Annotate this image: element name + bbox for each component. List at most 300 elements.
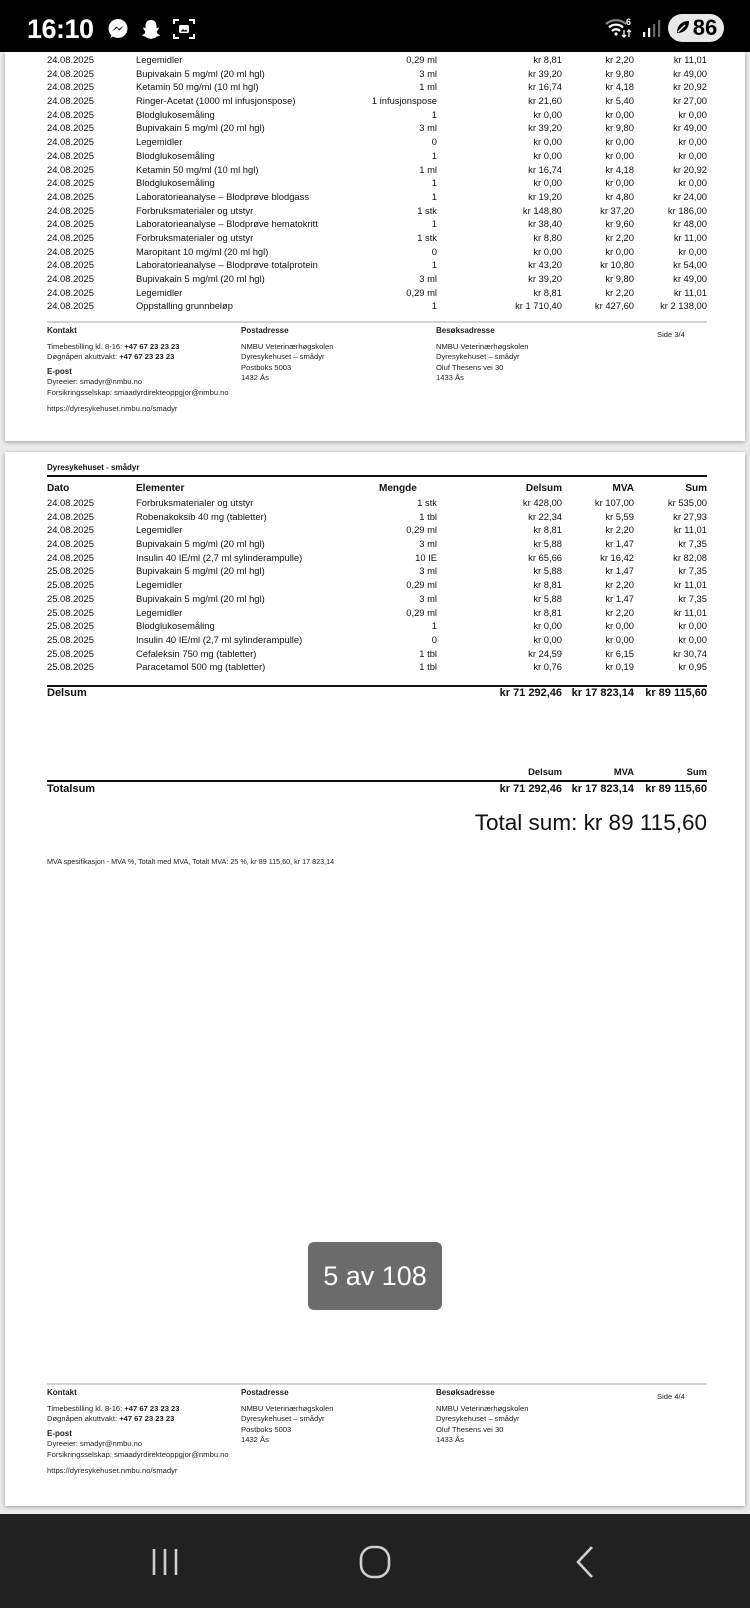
- cell-sum: kr 7,35: [678, 592, 707, 604]
- cell-element: Blodglukosemåling: [136, 620, 215, 632]
- cell-mva: kr 2,20: [605, 231, 634, 243]
- cell-mva: kr 0,19: [605, 661, 634, 673]
- cell-mva: kr 2,20: [605, 579, 634, 591]
- postadresse-line: 1432 Ås: [241, 373, 269, 383]
- table-row: [47, 564, 707, 578]
- cell-delsum: kr 0,00: [533, 136, 562, 148]
- cell-quantity: 0: [431, 245, 437, 257]
- postadresse-line: NMBU Veterinærhøgskolen: [241, 1403, 334, 1413]
- cell-quantity: 0,29 ml: [406, 606, 437, 618]
- cell-mva: kr 9,80: [605, 67, 634, 79]
- footer-epost-heading: E-post: [47, 1428, 72, 1438]
- cell-date: 24.08.2025: [47, 108, 94, 120]
- table-row: [47, 94, 707, 108]
- cell-quantity: 1 tbl: [419, 510, 437, 522]
- cell-sum: kr 7,35: [678, 565, 707, 577]
- cell-element: Ketamin 50 mg/ml (10 ml hgl): [136, 163, 259, 175]
- cell-date: 25.08.2025: [47, 647, 94, 659]
- cell-quantity: 1: [431, 620, 437, 632]
- cell-sum: kr 11,01: [673, 524, 707, 536]
- cell-delsum: kr 43,20: [528, 259, 562, 271]
- cell-quantity: 0,29 ml: [406, 286, 437, 298]
- footer-postadresse-heading: Postadresse: [241, 1388, 289, 1397]
- cell-date: 24.08.2025: [47, 510, 94, 522]
- column-header-date: Dato: [47, 483, 70, 494]
- cell-date: 24.08.2025: [47, 54, 94, 65]
- cell-quantity: 3 ml: [419, 538, 437, 550]
- cell-element: Legemidler: [136, 606, 183, 618]
- cell-element: Robenakoksib 40 mg (tabletter): [136, 510, 267, 522]
- cell-delsum: kr 0,00: [533, 620, 562, 632]
- cell-quantity: 1 tbl: [419, 647, 437, 659]
- cell-sum: kr 49,00: [673, 273, 707, 284]
- cell-element: Laboratorieanalyse – Blodprøve hematokritt: [136, 218, 318, 230]
- cell-mva: kr 0,00: [605, 633, 634, 645]
- cell-delsum: kr 0,00: [533, 633, 562, 645]
- table-row: [47, 245, 707, 259]
- cell-element: Ketamin 50 mg/ml (10 ml hgl): [136, 81, 259, 93]
- cell-sum: kr 0,00: [678, 245, 707, 257]
- cell-mva: kr 9,80: [605, 273, 634, 284]
- cell-mva: kr 1,47: [605, 565, 634, 577]
- timebestilling-phone[interactable]: +47 67 23 23 23: [124, 1403, 180, 1413]
- mva-specification: MVA spesifikasjon - MVA %, Totalt med MVA, Totalt MVA: 25 %, kr 89 115,60, kr 17 823,14: [47, 857, 335, 866]
- leaf-icon: [675, 15, 691, 41]
- cell-mva: kr 6,15: [605, 647, 634, 659]
- cell-quantity: 1: [431, 108, 437, 120]
- totalsum-delsum: kr 71 292,46: [499, 783, 562, 795]
- delsum-delsum: kr 71 292,46: [499, 687, 562, 699]
- cell-delsum: kr 0,76: [533, 661, 562, 673]
- cell-element: Paracetamol 500 mg (tabletter): [136, 661, 266, 673]
- cell-quantity: 0: [431, 136, 437, 148]
- cell-quantity: 1: [431, 190, 437, 202]
- cell-quantity: 1: [431, 259, 437, 271]
- cell-quantity: 1 stk: [417, 204, 437, 216]
- table-row: [47, 578, 707, 592]
- cell-date: 24.08.2025: [47, 177, 94, 189]
- cell-mva: kr 5,59: [605, 510, 634, 522]
- cell-sum: kr 535,00: [667, 497, 707, 508]
- grand-total: Total sum: kr 89 115,60: [474, 810, 707, 835]
- cell-sum: kr 0,95: [678, 661, 707, 673]
- table-row: [47, 510, 707, 524]
- cell-delsum: kr 39,20: [528, 273, 562, 284]
- delsum-label: Delsum: [47, 687, 87, 699]
- cell-date: 24.08.2025: [47, 524, 94, 536]
- cell-sum: kr 0,00: [678, 149, 707, 161]
- cell-quantity: 1: [431, 177, 437, 189]
- delsum-row: [47, 687, 707, 703]
- cell-mva: kr 427,60: [594, 300, 634, 312]
- home-button[interactable]: [350, 1544, 400, 1584]
- table-row: [47, 176, 707, 190]
- cell-date: 24.08.2025: [47, 122, 94, 134]
- svg-text:6: 6: [626, 17, 632, 27]
- cell-delsum: kr 8,81: [533, 606, 562, 618]
- cell-mva: kr 4,18: [605, 81, 634, 93]
- table-row: [47, 121, 707, 135]
- clock: 16:10: [27, 14, 94, 44]
- cell-element: Legemidler: [136, 286, 183, 298]
- postadresse-line: Dyresykehuset – smådyr: [241, 1414, 325, 1424]
- timebestilling-phone[interactable]: +47 67 23 23 23: [124, 341, 180, 351]
- cell-quantity: 0,29 ml: [406, 524, 437, 536]
- table-row: [47, 163, 707, 177]
- cell-mva: kr 0,00: [605, 245, 634, 257]
- cell-quantity: 1 ml: [419, 81, 437, 93]
- cell-element: Bupivakain 5 mg/ml (20 ml hgl): [136, 67, 265, 79]
- footer-postadresse-heading: Postadresse: [241, 326, 289, 335]
- signal-icon: [640, 16, 662, 40]
- cell-quantity: 3 ml: [419, 67, 437, 79]
- recent-apps-icon: [148, 1545, 182, 1584]
- cell-delsum: kr 148,80: [522, 204, 562, 216]
- akutt-phone[interactable]: +47 67 23 23 23: [119, 352, 175, 362]
- footer-kontakt-heading: Kontakt: [47, 326, 77, 335]
- totals-header-mva: MVA: [613, 766, 634, 777]
- cell-delsum: kr 0,00: [533, 149, 562, 161]
- cell-delsum: kr 8,81: [533, 54, 562, 65]
- cell-delsum: kr 8,81: [533, 286, 562, 298]
- website-link[interactable]: https://dyresykehuset.nmbu.no/smadyr: [47, 1465, 178, 1475]
- cell-delsum: kr 0,00: [533, 177, 562, 189]
- cell-sum: kr 11,01: [673, 579, 707, 591]
- postadresse-line: NMBU Veterinærhøgskolen: [241, 341, 334, 351]
- table-row: [47, 619, 707, 633]
- cell-date: 24.08.2025: [47, 218, 94, 230]
- table-row: [47, 523, 707, 537]
- akutt-label: Døgnåpen akuttvakt:: [47, 352, 120, 362]
- cell-sum: kr 7,35: [678, 538, 707, 550]
- cell-date: 24.08.2025: [47, 551, 94, 563]
- cell-quantity: 1 stk: [417, 497, 437, 508]
- besoksadresse-line: 1433 Ås: [436, 373, 464, 383]
- cell-element: Ringer-Acetat (1000 ml infusjonspose): [136, 95, 296, 107]
- footer-epost-heading: E-post: [47, 366, 72, 376]
- cell-mva: kr 4,80: [605, 190, 634, 202]
- table-header-row: [47, 481, 707, 496]
- cell-element: Bupivakain 5 mg/ml (20 ml hgl): [136, 565, 265, 577]
- cell-mva: kr 9,80: [605, 122, 634, 134]
- document-header: Dyresykehuset - smådyr: [47, 463, 140, 472]
- table-row: [47, 217, 707, 231]
- cell-delsum: kr 428,00: [522, 497, 562, 508]
- timebestilling-label: Timebestilling kl. 8-16:: [47, 1403, 125, 1413]
- dyreeier-email[interactable]: Dyreeier: smadyr@nmbu.no: [47, 1439, 143, 1449]
- column-header-delsum: Delsum: [525, 483, 562, 494]
- table-row: [47, 660, 707, 674]
- totalsum-mva: kr 17 823,14: [571, 783, 634, 795]
- cell-date: 24.08.2025: [47, 231, 94, 243]
- cell-sum: kr 0,00: [678, 136, 707, 148]
- table-row: [47, 633, 707, 647]
- akutt-label: Døgnåpen akuttvakt:: [47, 1414, 120, 1424]
- cell-date: 24.08.2025: [47, 95, 94, 107]
- akutt-phone[interactable]: +47 67 23 23 23: [119, 1414, 175, 1424]
- cell-sum: kr 11,00: [673, 231, 707, 243]
- cell-quantity: 3 ml: [419, 122, 437, 134]
- cell-quantity: 1: [431, 149, 437, 161]
- cell-mva: kr 0,00: [605, 177, 634, 189]
- totals-header-delsum: Delsum: [528, 766, 562, 777]
- cell-quantity: 0,29 ml: [406, 579, 437, 591]
- postadresse-line: Dyresykehuset – smådyr: [241, 352, 325, 362]
- cell-mva: kr 10,80: [600, 259, 634, 271]
- pdf-page-4: [5, 452, 745, 1506]
- cell-mva: kr 2,20: [605, 54, 634, 65]
- snapchat-icon: [139, 17, 163, 41]
- cell-mva: kr 9,60: [605, 218, 634, 230]
- table-row: [47, 647, 707, 661]
- cell-mva: kr 0,00: [605, 620, 634, 632]
- cell-delsum: kr 65,66: [528, 551, 562, 563]
- cell-date: 24.08.2025: [47, 497, 94, 508]
- cell-quantity: 1: [431, 300, 437, 312]
- cell-element: Forbruksmaterialer og utstyr: [136, 497, 254, 508]
- table-row: [47, 80, 707, 94]
- cell-mva: kr 107,00: [594, 497, 634, 508]
- cell-date: 24.08.2025: [47, 81, 94, 93]
- cell-delsum: kr 5,88: [533, 538, 562, 550]
- cell-mva: kr 2,20: [605, 286, 634, 298]
- cell-delsum: kr 21,60: [528, 95, 562, 107]
- cell-element: Legemidler: [136, 136, 183, 148]
- table-row: [47, 592, 707, 606]
- cell-element: Laboratorieanalyse – Blodprøve blodgass: [136, 190, 310, 202]
- cell-delsum: kr 16,74: [528, 163, 562, 175]
- cell-sum: kr 11,01: [673, 54, 707, 65]
- besoksadresse-line: Dyresykehuset – smådyr: [436, 352, 520, 362]
- cell-mva: kr 5,40: [605, 95, 634, 107]
- table-row: [47, 551, 707, 565]
- cell-quantity: 10 IE: [415, 551, 437, 563]
- cell-element: Legemidler: [136, 579, 183, 591]
- cell-mva: kr 0,00: [605, 136, 634, 148]
- cell-date: 25.08.2025: [47, 579, 94, 591]
- cell-element: Maropitant 10 mg/ml (20 ml hgl): [136, 245, 269, 257]
- recent-apps-button[interactable]: [140, 1544, 190, 1584]
- cell-sum: kr 11,01: [673, 286, 707, 298]
- page-indicator: 5 av 108: [308, 1242, 442, 1310]
- footer-besoksadresse-heading: Besøksadresse: [436, 1388, 495, 1397]
- cell-element: Bupivakain 5 mg/ml (20 ml hgl): [136, 592, 265, 604]
- cell-sum: kr 27,93: [673, 510, 707, 522]
- table-row: [47, 67, 707, 81]
- cell-sum: kr 0,00: [678, 177, 707, 189]
- column-header-sum: Sum: [685, 483, 707, 494]
- cell-element: Blodglukosemåling: [136, 149, 215, 161]
- cell-delsum: kr 1 710,40: [515, 300, 562, 312]
- cell-element: Legemidler: [136, 54, 183, 65]
- table-row: [47, 606, 707, 620]
- cell-mva: kr 2,20: [605, 606, 634, 618]
- cell-sum: kr 54,00: [673, 259, 707, 271]
- totals-header-sum: Sum: [686, 766, 707, 777]
- table-row: [47, 204, 707, 218]
- column-header-elements: Elementer: [136, 483, 185, 494]
- cell-sum: kr 20,92: [673, 81, 707, 93]
- cell-quantity: 1 infusjonspose: [371, 95, 437, 107]
- back-icon: [570, 1544, 600, 1585]
- cell-date: 24.08.2025: [47, 259, 94, 271]
- cell-quantity: 3 ml: [419, 592, 437, 604]
- cell-date: 25.08.2025: [47, 606, 94, 618]
- battery-indicator: [668, 14, 724, 42]
- cell-element: Insulin 40 IE/ml (2,7 ml sylinderampulle): [136, 551, 303, 563]
- cell-date: 24.08.2025: [47, 163, 94, 175]
- cell-element: Forbruksmaterialer og utstyr: [136, 204, 254, 216]
- table-row: [47, 231, 707, 245]
- back-button[interactable]: [560, 1544, 610, 1584]
- table-row: [47, 537, 707, 551]
- table-row: [47, 286, 707, 300]
- besoksadresse-line: Oluf Thesens vei 30: [436, 1424, 504, 1434]
- timebestilling-label: Timebestilling kl. 8-16:: [47, 341, 125, 351]
- totalsum-sum: kr 89 115,60: [645, 783, 707, 795]
- cell-date: 24.08.2025: [47, 538, 94, 550]
- besoksadresse-line: NMBU Veterinærhøgskolen: [436, 341, 529, 351]
- forsikring-email[interactable]: Forsikringsselskap: smaadyrdirekteoppgjor@nmbu.no: [47, 387, 229, 397]
- cell-quantity: 1 tbl: [419, 661, 437, 673]
- cell-mva: kr 1,47: [605, 538, 634, 550]
- totalsum-row: [47, 783, 707, 799]
- table-row: [47, 272, 707, 286]
- page-number: Side 4/4: [657, 1392, 685, 1401]
- table-row: [47, 496, 707, 510]
- cell-quantity: 0,29 ml: [406, 54, 437, 65]
- totalsum-label: Totalsum: [47, 783, 96, 795]
- table-row: [47, 190, 707, 204]
- cell-quantity: 3 ml: [419, 273, 437, 284]
- table-row: [47, 108, 707, 122]
- cell-delsum: kr 0,00: [533, 245, 562, 257]
- line-items-table: [47, 481, 707, 674]
- cell-element: Bupivakain 5 mg/ml (20 ml hgl): [136, 122, 265, 134]
- cell-date: 24.08.2025: [47, 67, 94, 79]
- battery-level: 86: [692, 15, 718, 40]
- cell-delsum: kr 19,20: [528, 190, 562, 202]
- cell-sum: kr 2 138,00: [660, 300, 707, 312]
- cell-sum: kr 20,92: [673, 163, 707, 175]
- cell-date: 25.08.2025: [47, 620, 94, 632]
- website-link[interactable]: https://dyresykehuset.nmbu.no/smadyr: [47, 403, 178, 413]
- cell-date: 25.08.2025: [47, 633, 94, 645]
- footer-divider: [47, 1383, 707, 1385]
- cell-mva: kr 37,20: [600, 204, 634, 216]
- cell-delsum: kr 0,00: [533, 108, 562, 120]
- cell-delsum: kr 22,34: [528, 510, 562, 522]
- cell-sum: kr 27,00: [673, 95, 707, 107]
- screenshot-icon: [172, 17, 196, 41]
- cell-date: 25.08.2025: [47, 592, 94, 604]
- cell-element: Oppstalling grunnbeløp: [136, 300, 233, 312]
- cell-quantity: 1 ml: [419, 163, 437, 175]
- cell-quantity: 1: [431, 218, 437, 230]
- delsum-sum: kr 89 115,60: [645, 687, 707, 699]
- cell-element: Cefaleksin 750 mg (tabletter): [136, 647, 257, 659]
- messenger-icon: [106, 17, 130, 41]
- cell-sum: kr 0,00: [678, 620, 707, 632]
- cell-delsum: kr 24,59: [528, 647, 562, 659]
- cell-mva: kr 16,42: [600, 551, 634, 563]
- cell-delsum: kr 39,20: [528, 122, 562, 134]
- cell-date: 25.08.2025: [47, 565, 94, 577]
- footer-kontakt-heading: Kontakt: [47, 1388, 77, 1397]
- cell-delsum: kr 38,40: [528, 218, 562, 230]
- cell-quantity: 0: [431, 633, 437, 645]
- home-icon: [357, 1544, 393, 1585]
- cell-element: Bupivakain 5 mg/ml (20 ml hgl): [136, 273, 265, 284]
- cell-delsum: kr 5,88: [533, 592, 562, 604]
- besoksadresse-line: Oluf Thesens vei 30: [436, 362, 504, 372]
- totals-divider: [47, 780, 707, 782]
- line-items-table: [47, 53, 707, 313]
- cell-sum: kr 49,00: [673, 122, 707, 134]
- cell-date: 25.08.2025: [47, 661, 94, 673]
- cell-delsum: kr 8,80: [533, 231, 562, 243]
- cell-sum: kr 82,08: [673, 551, 707, 563]
- besoksadresse-line: 1433 Ås: [436, 1435, 464, 1445]
- cell-mva: kr 0,00: [605, 149, 634, 161]
- column-header-quantity: Mengde: [379, 483, 417, 494]
- cell-date: 24.08.2025: [47, 190, 94, 202]
- cell-delsum: kr 8,81: [533, 579, 562, 591]
- footer-besoksadresse-heading: Besøksadresse: [436, 326, 495, 335]
- forsikring-email[interactable]: Forsikringsselskap: smaadyrdirekteoppgjor@nmbu.no: [47, 1449, 229, 1459]
- header-divider: [47, 475, 707, 477]
- cell-date: 24.08.2025: [47, 300, 94, 312]
- cell-sum: kr 186,00: [667, 204, 707, 216]
- cell-sum: kr 48,00: [673, 218, 707, 230]
- wifi-6-icon: [604, 16, 634, 40]
- dyreeier-email[interactable]: Dyreeier: smadyr@nmbu.no: [47, 377, 143, 387]
- cell-element: Insulin 40 IE/ml (2,7 ml sylinderampulle): [136, 633, 303, 645]
- cell-delsum: kr 5,88: [533, 565, 562, 577]
- footer-divider: [47, 321, 707, 323]
- navigation-bar: [0, 1514, 750, 1608]
- besoksadresse-line: Dyresykehuset – smådyr: [436, 1414, 520, 1424]
- cell-element: Blodglukosemåling: [136, 108, 215, 120]
- cell-date: 24.08.2025: [47, 204, 94, 216]
- table-row: [47, 53, 707, 67]
- table-row: [47, 135, 707, 149]
- cell-delsum: kr 16,74: [528, 81, 562, 93]
- cell-sum: kr 24,00: [673, 190, 707, 202]
- cell-date: 24.08.2025: [47, 149, 94, 161]
- cell-element: Legemidler: [136, 524, 183, 536]
- cell-date: 24.08.2025: [47, 286, 94, 298]
- table-row: [47, 149, 707, 163]
- cell-element: Forbruksmaterialer og utstyr: [136, 231, 254, 243]
- status-bar: [0, 0, 750, 52]
- cell-sum: kr 30,74: [673, 647, 707, 659]
- cell-mva: kr 0,00: [605, 108, 634, 120]
- cell-element: Bupivakain 5 mg/ml (20 ml hgl): [136, 538, 265, 550]
- cell-date: 24.08.2025: [47, 273, 94, 284]
- postadresse-line: Postboks 5003: [241, 1424, 292, 1434]
- delsum-mva: kr 17 823,14: [571, 687, 634, 699]
- cell-sum: kr 11,01: [673, 606, 707, 618]
- cell-sum: kr 0,00: [678, 633, 707, 645]
- cell-sum: kr 0,00: [678, 108, 707, 120]
- column-header-mva: MVA: [612, 483, 634, 494]
- table-row: [47, 258, 707, 272]
- cell-quantity: 1 stk: [417, 231, 437, 243]
- cell-delsum: kr 8,81: [533, 524, 562, 536]
- cell-mva: kr 2,20: [605, 524, 634, 536]
- cell-delsum: kr 39,20: [528, 67, 562, 79]
